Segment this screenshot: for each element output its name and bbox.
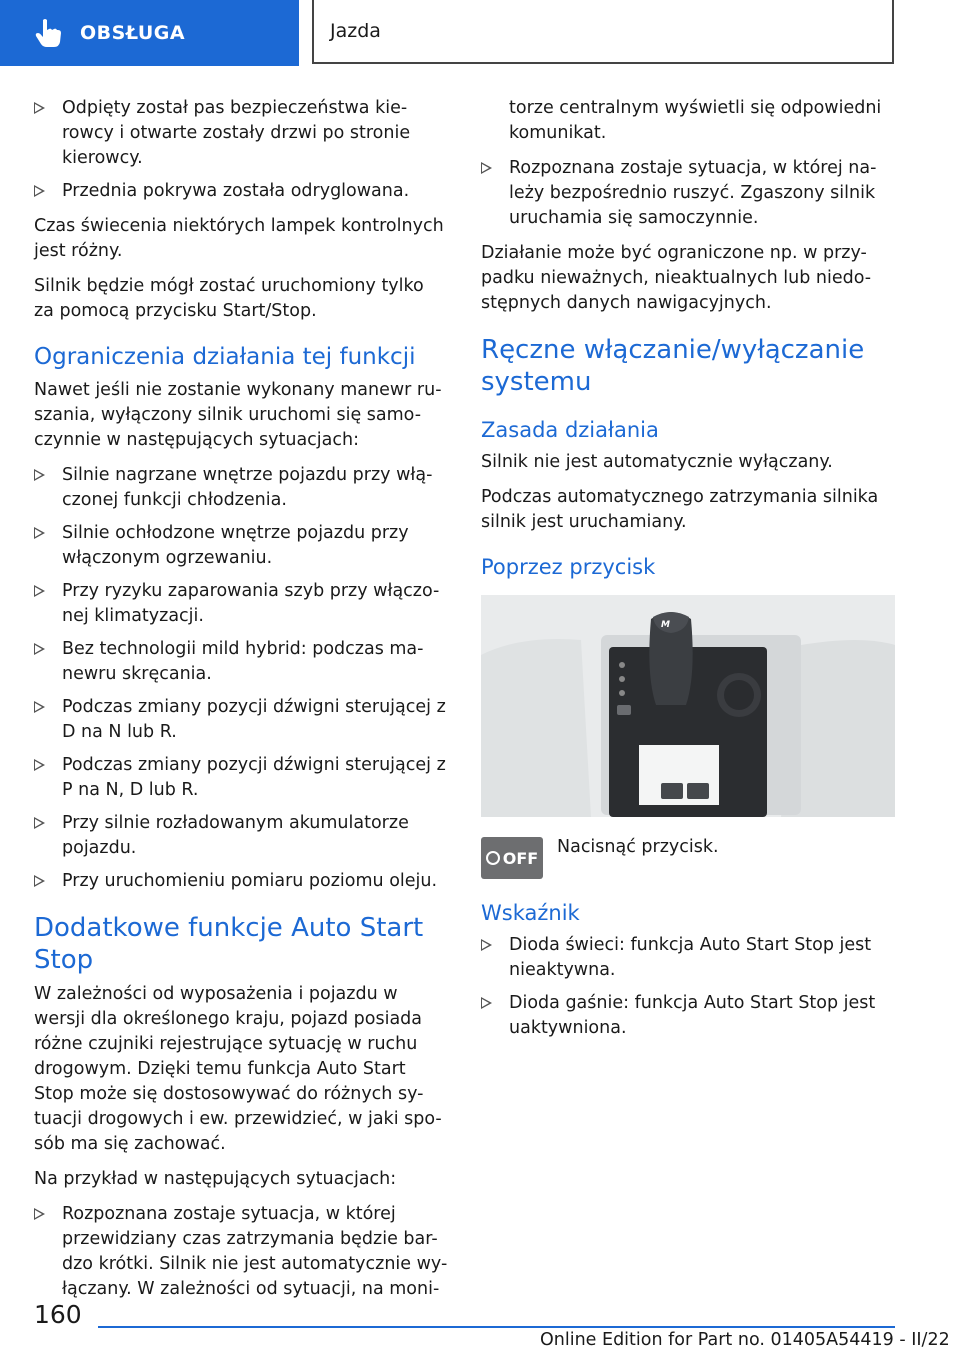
subsection-heading: Zasada działania [481, 418, 659, 442]
list-item: Podczas zmiany pozycji dźwigni sterującej z P na N, D lub R. [34, 753, 448, 803]
paragraph: Nawet jeśli nie zostanie wykonany manewr ru-szania, wyłączony silnik uruchomi się samo-czynnie w następujących sytuacjach: [34, 380, 442, 450]
paragraph: Silnik będzie mógł zostać uruchomiony tylko za pomocą przycisku Start/Stop. [34, 276, 424, 321]
triangle-bullet-icon [34, 643, 45, 655]
paragraph: W zależności od wyposażenia i pojazdu w wersji dla określonego kraju, pojazd posiada różne czujniki rejestrujące sytuację w ruchu drogowym. Dzięki temu funkcja Auto Start Stop może się dostosowywać do różnych sy-tuacji drogowych i ew. przewidzieć, w jaki spo-sób ma się zachować. [34, 984, 442, 1154]
triangle-bullet-icon [34, 585, 45, 597]
paragraph: Nacisnąć przycisk. [557, 837, 719, 857]
triangle-bullet-icon [34, 102, 45, 114]
triangle-bullet-icon [34, 875, 45, 887]
triangle-bullet-icon [481, 939, 492, 951]
page-footer [0, 1300, 960, 1362]
section-heading: Dodatkowe funkcje Auto Start Stop [34, 913, 424, 975]
page-header [0, 0, 960, 66]
section-tab [0, 0, 299, 66]
triangle-bullet-icon [34, 1208, 45, 1220]
list-item: Przednia pokrywa została odryglowana. [34, 179, 448, 204]
page-number: 160 [34, 1300, 82, 1329]
auto-start-stop-off-icon: OFF [481, 837, 543, 879]
paragraph: Czas świecenia niektórych lampek kontrolnych jest różny. [34, 216, 444, 261]
list-item: Przy ryzyku zaparowania szyb przy włączo-nej klimatyzacji. [34, 579, 448, 629]
list-item: Bez technologii mild hybrid: podczas ma-newru skręcania. [34, 637, 448, 687]
triangle-bullet-icon [34, 527, 45, 539]
edition-text: Online Edition for Part no. 01405A54419 - II/22 [540, 1330, 950, 1350]
list-item: Odpięty został pas bezpieczeństwa kie-rowcy i otwarte zostały drzwi po stronie kierowcy. [34, 96, 448, 171]
svg-text:M: M [661, 620, 670, 630]
list-item: Rozpoznana zostaje sytuacja, w której przewidziany czas zatrzymania będzie bar-dzo krótki. Silnik nie jest automatycznie wy-łączany. W zależności od sytuacji, na moni- [34, 1202, 448, 1302]
list-item-continuation: torze centralnym wyświetli się odpowiedni komunikat. [509, 98, 882, 143]
list-item: Rozpoznana zostaje sytuacja, w której na-leży bezpośrednio ruszyć. Zgaszony silnik uruchamia się samoczynnie. [481, 156, 895, 231]
bullet-list [481, 156, 895, 231]
hand-pointer-icon [34, 18, 62, 48]
section-heading: Ręczne włączanie/wyłączanie systemu [481, 335, 865, 397]
list-item: Dioda świeci: funkcja Auto Start Stop jest nieaktywna. [481, 933, 895, 983]
paragraph: Działanie może być ograniczone np. w przy-padku nieważnych, nieaktualnych lub niedo-stępnych danych nawigacyjnych. [481, 243, 872, 313]
paragraph: Podczas automatycznego zatrzymania silnika silnik jest uruchamiany. [481, 487, 879, 532]
list-item: Dioda gaśnie: funkcja Auto Start Stop jest uaktywniona. [481, 991, 895, 1041]
triangle-bullet-icon [481, 997, 492, 1009]
paragraph: Silnik nie jest automatycznie wyłączany. [481, 452, 833, 472]
list-item: Silnie nagrzane wnętrze pojazdu przy włą-czonej funkcji chłodzenia. [34, 463, 448, 513]
center-console-image [481, 595, 895, 817]
triangle-bullet-icon [34, 469, 45, 481]
section-title: OBSŁUGA [80, 22, 186, 44]
list-item: Silnie ochłodzone wnętrze pojazdu przy włączonym ogrzewaniu. [34, 521, 448, 571]
triangle-bullet-icon [34, 817, 45, 829]
list-item: Podczas zmiany pozycji dźwigni sterującej z D na N lub R. [34, 695, 448, 745]
bullet-list [34, 1202, 448, 1302]
bullet-list [34, 463, 448, 894]
bullet-list [481, 933, 895, 1041]
paragraph: Na przykład w następujących sytuacjach: [34, 1169, 397, 1189]
right-column [481, 96, 895, 1051]
list-item: Przy uruchomieniu pomiaru poziomu oleju. [34, 869, 448, 894]
subsection-heading: Wskaźnik [481, 901, 580, 925]
left-column [34, 96, 448, 1312]
chapter-tab [312, 0, 894, 64]
triangle-bullet-icon [34, 185, 45, 197]
bullet-list [34, 96, 448, 204]
triangle-bullet-icon [481, 162, 492, 174]
subsection-heading: Poprzez przycisk [481, 555, 656, 579]
section-heading: Ograniczenia działania tej funkcji [34, 344, 416, 370]
triangle-bullet-icon [34, 759, 45, 771]
chapter-title: Jazda [330, 20, 381, 42]
triangle-bullet-icon [34, 701, 45, 713]
list-item: Przy silnie rozładowanym akumulatorze pojazdu. [34, 811, 448, 861]
footer-divider [98, 1326, 895, 1328]
press-button-row [481, 835, 895, 879]
